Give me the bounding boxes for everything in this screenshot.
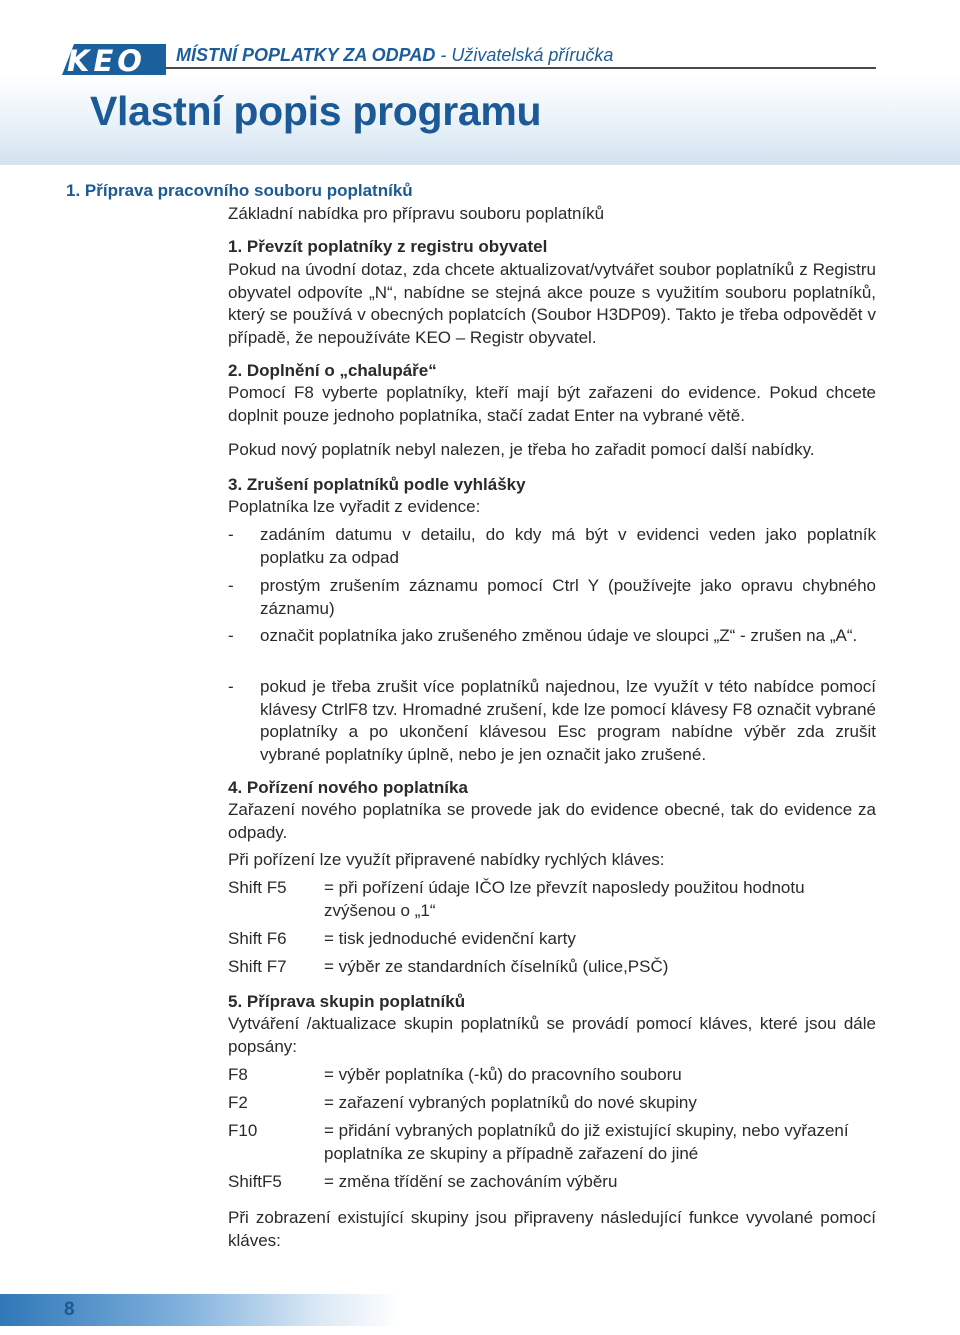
shortcut-desc: = výběr poplatníka (-ků) do pracovního souboru — [324, 1065, 682, 1084]
page-title: Vlastní popis programu — [90, 88, 542, 134]
shortcut-key: Shift F6 — [228, 929, 287, 948]
shortcut-desc: = změna třídění se zachováním výběru — [324, 1172, 618, 1191]
s2-text2: Pokud nový poplatník nebyl nalezen, je třeba ho zařadit pomocí další nabídky. — [228, 440, 815, 459]
s2-text1: Pomocí F8 vyberte poplatníky, kteří mají být zařazeni do evidence. Pokud chcete doplnit pouze jednoho poplatníka, stačí zadat Enter na vybrané větě. — [228, 383, 876, 425]
s5-heading: 5. Příprava skupin poplatníků — [228, 992, 466, 1011]
shortcut-key: F8 — [228, 1065, 248, 1084]
shortcut-desc: = přidání vybraných poplatníků do již existující skupiny, nebo vyřazení poplatníka ze skupiny a případně zařazení do jiné — [324, 1121, 849, 1163]
s1-heading: 1. Převzít poplatníky z registru obyvatel — [228, 237, 548, 256]
shortcut-desc: = výběr ze standardních číselníků (ulice,PSČ) — [324, 957, 669, 976]
list-dash: - — [228, 525, 234, 544]
s4-text1: Zařazení nového poplatníka se provede jak do evidence obecné, tak do evidence za odpady. — [228, 800, 876, 842]
section-heading: 1. Příprava pracovního souboru poplatníků — [66, 181, 413, 200]
list-dash: - — [228, 677, 234, 696]
shortcut-key: ShiftF5 — [228, 1172, 282, 1191]
header-band — [0, 0, 960, 165]
section-subheading: Základní nabídka pro přípravu souboru poplatníků — [228, 204, 605, 223]
s3-intro: Poplatníka lze vyřadit z evidence: — [228, 497, 481, 516]
s1-text: Pokud na úvodní dotaz, zda chcete aktualizovat/vytvářet soubor poplatníků z Registru obyvatel odpovíte „N“, nabídne se stejná akce pouze s využitím souboru poplatníků, který se používá v obecných poplatcích (Soubor H3DP09). Takto je třeba odpovědět v případě, že nepoužíváte KEO – Registr obyvatel. — [228, 260, 876, 347]
s3-heading: 3. Zrušení poplatníků podle vyhlášky — [228, 475, 526, 494]
list-item-text: označit poplatníka jako zrušeného změnou údaje ve sloupci „Z“ - zrušen na „A“. — [260, 626, 858, 645]
shortcut-key: Shift F5 — [228, 878, 287, 897]
list-item-text: zadáním datumu v detailu, do kdy má být v evidenci veden jako poplatník poplatku za odpad — [260, 525, 876, 567]
header-divider — [166, 67, 876, 69]
list-item-text: prostým zrušením záznamu pomocí Ctrl Y (používejte jako opravu chybného záznamu) — [260, 576, 876, 618]
s2-heading: 2. Doplnění o „chalupáře“ — [228, 361, 437, 380]
shortcut-key: F2 — [228, 1093, 248, 1112]
footer-band — [0, 1294, 400, 1326]
s4-text2: Při pořízení lze využít připravené nabídky rychlých kláves: — [228, 850, 665, 869]
document-title-rest: - Uživatelská příručka — [435, 45, 614, 65]
shortcut-desc: = při pořízení údaje IČO lze převzít naposledy použitou hodnotu zvýšenou o „1“ — [324, 878, 805, 920]
s4-heading: 4. Pořízení nového poplatníka — [228, 778, 468, 797]
document-title — [176, 44, 613, 66]
s5-text2: Při zobrazení existující skupiny jsou připraveny následující funkce vyvolané pomocí kláves: — [228, 1208, 876, 1250]
list-dash: - — [228, 626, 234, 645]
list-dash: - — [228, 576, 234, 595]
document-title-bold: MÍSTNÍ POPLATKY ZA ODPAD — [176, 45, 436, 65]
page-number: 8 — [64, 1299, 75, 1320]
shortcut-key: Shift F7 — [228, 957, 287, 976]
shortcut-desc: = tisk jednoduché evidenční karty — [324, 929, 576, 948]
shortcut-key: F10 — [228, 1121, 258, 1140]
s5-text1: Vytváření /aktualizace skupin poplatníků se provádí pomocí kláves, které jsou dále popsány: — [228, 1014, 876, 1056]
keo-logo: KEO — [67, 44, 146, 78]
shortcut-desc: = zařazení vybraných poplatníků do nové skupiny — [324, 1093, 697, 1112]
list-item-text: pokud je třeba zrušit více poplatníků najednou, lze využít v této nabídce pomocí klávesy CtrlF8 tzv. Hromadné zrušení, kde lze pomocí klávesy F8 označit vybrané poplatníky a po ukončení klávesou Esc program nabídne výběr zda zrušit vybrané poplatníky úplně, nebo je jen označit jako zrušené. — [260, 677, 876, 764]
